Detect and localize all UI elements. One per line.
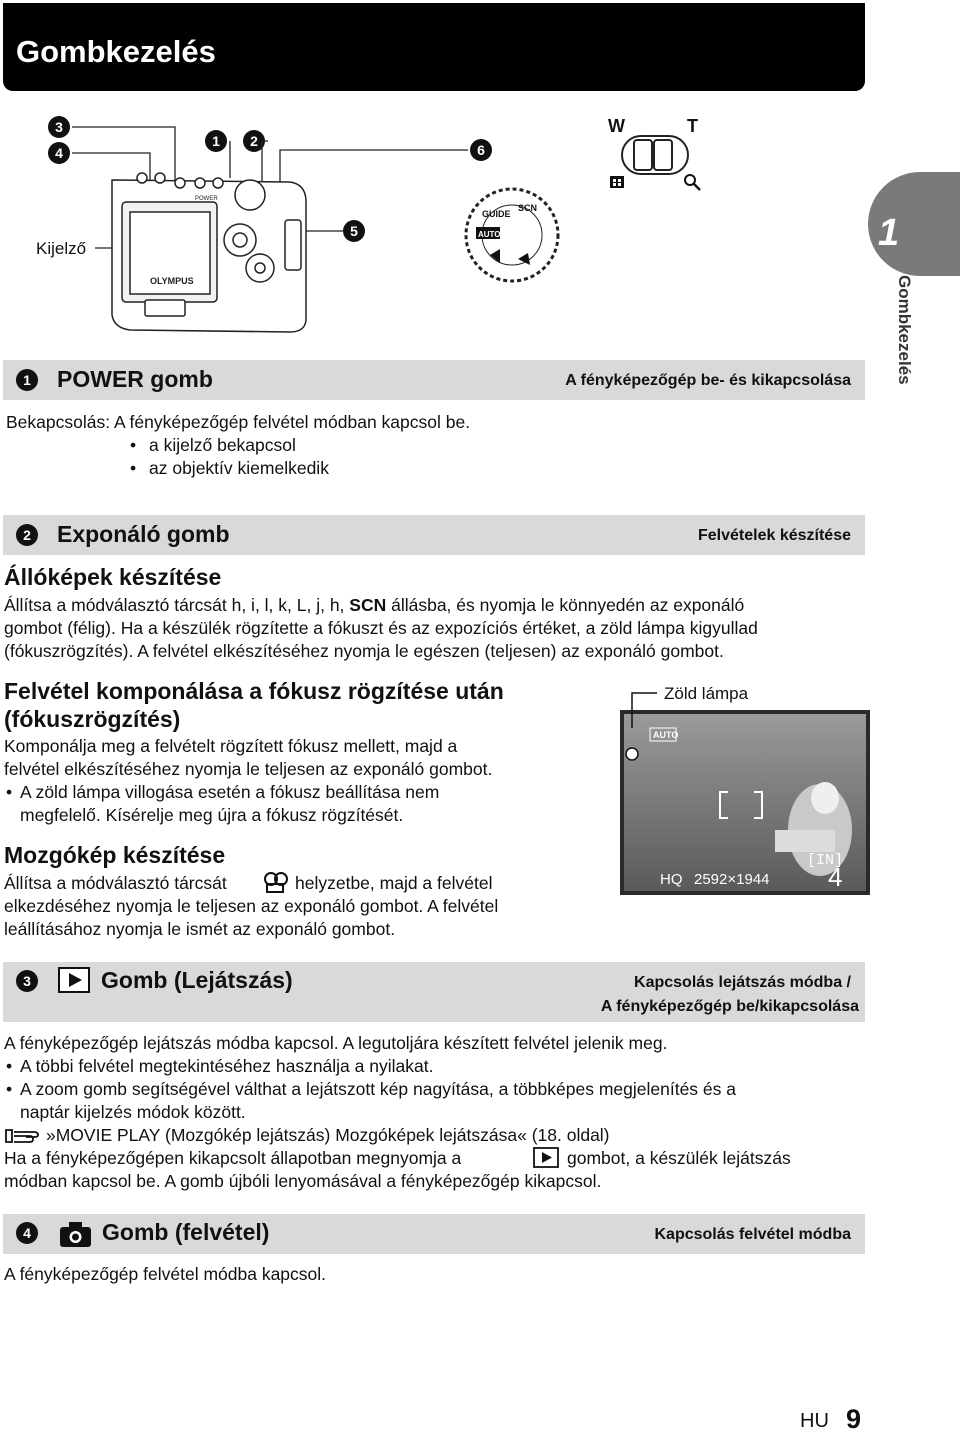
chapter-label: Gombkezelés [895,275,914,385]
sec3-bullet-1-dot: • [6,1056,13,1076]
green-lamp-label: Zöld lámpa [664,684,749,703]
sec3-bullet-2-dot: • [6,1079,13,1099]
section-3-subtitle-1: Kapcsolás lejátszás módba / [634,974,851,991]
movie-mode-icon [262,870,290,894]
section-4-number: 4 [16,1222,38,1244]
callout-6: 6 [470,139,492,161]
callout-1: 1 [205,130,227,152]
section-3-number: 3 [16,970,38,992]
sec1-bullet-2-dot: • [130,458,137,478]
focus-lock-bullet-l2: megfelelő. Kísérelje meg újra a fókusz rögzítését. [20,805,404,825]
focus-lock-line-2: felvétel elkészítéséhez nyomja le teljesen az exponáló gombot. [4,759,493,779]
section-4-subtitle: Kapcsolás felvétel módba [654,1226,851,1243]
focus-lock-bullet-dot: • [6,782,13,802]
still-line-3: (fókuszrögzítés). A felvétel elkészítéséhez nyomja le egészen (teljesen) az exponáló gombot. [4,641,724,661]
callout-2: 2 [243,130,265,152]
camera-illustration [100,160,320,340]
sec3-reference: »MOVIE PLAY (Mozgókép lejátszás) Mozgóképek lejátszása« (18. oldal) [46,1125,610,1145]
section-2-number: 2 [16,524,38,546]
still-line-2: gombot (félig). Ha a készülék rögzítette a fókuszt és az expozíciós értéket, a zöld lámpa kigyullad [4,618,758,638]
sec1-bullet-1: a kijelző bekapcsol [149,435,296,455]
dial-auto: AUTO [478,230,501,239]
section-1-number: 1 [16,369,38,391]
callout-3: 3 [48,116,70,138]
camera-brand: OLYMPUS [150,276,194,286]
section-2-title: Exponáló gomb [57,521,230,547]
section-3-subtitle-2: A fényképezőgép be/kikapcsolása [600,998,859,1015]
camera-icon [59,1220,93,1248]
grid-icon [610,176,624,188]
section-3-title: Gomb (Lejátszás) [101,967,293,993]
sec1-bullet-1-dot: • [130,435,137,455]
section-1-title: POWER gomb [57,366,213,392]
lcd-screen-illustration [610,680,870,900]
sec3-line1: A fényképezőgép lejátszás módba kapcsol. A legutoljára készített felvétel jelenik meg. [4,1033,668,1053]
focus-lock-bullet-l1: A zöld lámpa villogása esetén a fókusz beállítása nem [20,782,440,802]
lcd-resolution: 2592×1944 [694,871,770,888]
page-number: 9 [846,1404,862,1434]
sec3-bullet-2-l1: A zoom gomb segítségével válthat a lejátszott kép nagyítása, a többképes megjelenítés és a [20,1079,736,1099]
zoom-w-label: W [608,116,625,136]
footer-lang: HU [800,1410,829,1432]
chapter-number: 1 [878,212,900,254]
sec3-bullet-1: A többi felvétel megtekintéséhez használja a nyilakat. [20,1056,434,1076]
still-heading: Állóképek készítése [4,564,222,590]
display-label: Kijelző [36,239,87,258]
magnifier-icon [685,175,700,190]
focus-lock-heading-2: (fókuszrögzítés) [4,706,181,732]
section-1-subtitle: A fényképezőgép be- és kikapcsolása [565,372,851,389]
mode-dial-illustration [460,185,565,285]
lcd-auto: AUTO [653,730,679,740]
movie-line-1b: helyzetbe, majd a felvétel [295,873,493,893]
sec1-bullet-2: az objektív kiemelkedik [149,458,329,478]
lcd-memory: [IN] [807,852,844,869]
sec3-bullet-2-l2: naptár kijelzés módok között. [20,1102,246,1122]
play-icon [58,966,92,994]
sec3-last-line-1b: gombot, a készülék lejátszás [567,1148,791,1168]
section-4-title: Gomb (felvétel) [102,1219,270,1245]
focus-lock-heading-1: Felvétel komponálása a fókusz rögzítése után [4,678,504,704]
sec3-last-line-2: módban kapcsol be. A gomb újbóli lenyomásával a fényképezőgép kikapcsol. [4,1171,602,1191]
movie-line-3: leállításához nyomja le ismét az exponáló gombot. [4,919,396,939]
movie-heading: Mozgókép készítése [4,842,226,868]
section-2-subtitle: Felvételek készítése [698,527,851,544]
lcd-quality: HQ [660,871,683,888]
lcd-count: 4 [828,862,843,892]
reference-hand-icon [4,1126,44,1146]
page-title: Gombkezelés [16,34,216,69]
dial-scn: SCN [518,203,538,213]
still-line-1: Állítsa a módválasztó tárcsát h, i, l, k, L, j, h, SCN állásba, és nyomja le könnyedén az exponáló [4,595,745,615]
dial-guide: GUIDE [482,209,511,219]
callout-4: 4 [48,142,70,164]
play-icon-inline [533,1147,561,1169]
movie-line-1a: Állítsa a módválasztó tárcsát [4,873,227,893]
sec1-line1: Bekapcsolás: A fényképezőgép felvétel módban kapcsol be. [6,412,471,432]
sec4-line1: A fényképezőgép felvétel módba kapcsol. [4,1264,327,1284]
movie-line-2: elkezdéséhez nyomja le teljesen az exponáló gombot. A felvétel [4,896,499,916]
sec3-last-line-1a: Ha a fényképezőgépen kikapcsolt állapotban megnyomja a [4,1148,462,1168]
camera-power-text: POWER [195,196,218,202]
zoom-t-label: T [687,116,698,136]
zoom-lever-illustration [600,130,710,192]
callout-5: 5 [343,220,365,242]
focus-lock-line-1: Komponálja meg a felvételt rögzített fókusz mellett, majd a [4,736,458,756]
